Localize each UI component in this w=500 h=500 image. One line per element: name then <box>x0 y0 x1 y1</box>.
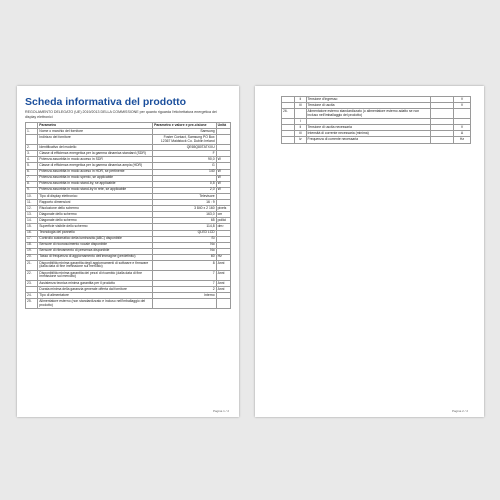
row-number: 9. <box>26 187 38 193</box>
row-number <box>26 135 38 145</box>
row-number: 6. <box>26 169 38 175</box>
row-parameter: Potenza assorbita in modo acceso in SDR <box>38 157 153 163</box>
row-unit: W <box>216 157 230 163</box>
row-parameter: Classe di efficienza energetica per la gamma dinamica ampia (HDR) <box>38 163 153 169</box>
row-value: 90,0 <box>153 157 217 163</box>
row-unit: Anni <box>216 260 230 270</box>
row-value: 0,5 <box>153 181 217 187</box>
row-parameter: Disponibilità minima garantita dei pezzi di ricambio (dalla data di fine immissione sul mercato) <box>38 270 153 280</box>
row-parameter: Potenza assorbita in modo stand-by in rete, se applicabile <box>38 187 153 193</box>
row-unit: V <box>453 103 470 109</box>
row-unit: Anni <box>216 287 230 293</box>
header-unit: Unità <box>216 123 230 129</box>
row-number: 19. <box>26 248 38 254</box>
row-value: 140 <box>153 169 217 175</box>
row-parameter: Tipo di alimentatore <box>38 293 153 299</box>
row-subindex <box>295 109 306 119</box>
table-row <box>26 299 231 309</box>
row-value: 2 <box>153 287 217 293</box>
table-row <box>26 270 231 280</box>
row-unit: A <box>453 131 470 137</box>
row-value: 65 <box>153 218 217 224</box>
row-value <box>431 109 454 119</box>
table-row <box>26 135 231 145</box>
row-parameter: Sensore di rilevamento di presenza disponibile <box>38 248 153 254</box>
row-unit <box>453 109 470 119</box>
row-number: 26. <box>282 109 295 119</box>
header-value: Parametro e valore e pre-cisione <box>153 123 217 129</box>
row-number: 4. <box>26 157 38 163</box>
document-title: Scheda informativa del prodotto <box>25 96 187 108</box>
row-value: 7 <box>153 270 217 280</box>
row-number: 24. <box>26 293 38 299</box>
row-number: 18. <box>26 242 38 248</box>
row-parameter: Frequenza di corrente necessaria <box>306 137 431 143</box>
document-page-2 <box>255 86 484 417</box>
row-parameter: Potenza assorbita in modo acceso in HDR, se pertinente <box>38 169 153 175</box>
row-value: Televisore <box>153 193 217 199</box>
row-number: 22. <box>26 270 38 280</box>
table-row <box>282 137 471 143</box>
row-number <box>282 137 295 143</box>
row-value <box>431 137 454 143</box>
row-parameter: Identificativo del modello <box>38 145 153 151</box>
row-number: 15. <box>26 224 38 230</box>
row-subindex: ii <box>295 125 306 131</box>
row-value: Sì <box>153 236 217 242</box>
row-parameter: Superficie visibile dello schermo <box>38 224 153 230</box>
row-value: F <box>153 151 217 157</box>
row-value: Samsung <box>153 129 217 135</box>
row-parameter: Indirizzo del fornitore <box>38 135 153 145</box>
row-unit: Hz <box>453 137 470 143</box>
row-parameter: Durata minima della garanzia generale offerta dal fornitore <box>38 287 153 293</box>
row-number: 12. <box>26 206 38 212</box>
row-unit: dm² <box>216 224 230 230</box>
row-number: 7. <box>26 175 38 181</box>
row-parameter: Potenza assorbita in modo stand-by, se applicabile <box>38 181 153 187</box>
row-unit: W <box>216 187 230 193</box>
row-unit: W <box>216 175 230 181</box>
row-parameter: Tensione d'ingresso <box>306 97 431 103</box>
row-value: 3 840 x 2 160 <box>153 206 217 212</box>
row-number: 20. <box>26 254 38 260</box>
row-value: 60 <box>153 254 217 260</box>
product-info-table <box>25 122 231 309</box>
row-number: 16. <box>26 230 38 236</box>
row-parameter: Controllo automatico della luminosità (ABC) disponibile <box>38 236 153 242</box>
row-parameter: Potenza assorbita in modo spento, se applicabile <box>38 175 153 181</box>
row-parameter: Tensione di uscita <box>306 103 431 109</box>
row-number: 25. <box>26 299 38 309</box>
row-parameter: Tasso di frequenza di aggiornamento dell'immagine (predefinito) <box>38 254 153 260</box>
row-parameter: Rapporto dimensioni <box>38 200 153 206</box>
row-parameter: Risoluzione dello schermo <box>38 206 153 212</box>
row-value: QE65Q80TATXXU <box>153 145 217 151</box>
page-number: Pagina 2 / 2 <box>451 409 468 413</box>
header-parameter: Parametro <box>38 123 153 129</box>
row-number: 8. <box>26 181 38 187</box>
row-parameter: Assistenza tecnica minima garantita per il prodotto <box>38 280 153 286</box>
row-subindex: ii <box>295 97 306 103</box>
regulation-intro: REGOLAMENTO DELEGATO (UE) 2019/2013 DELLA COMMISSIONE per quanto riguarda l'etichettatura energetica dei display elettronici <box>25 110 217 119</box>
row-parameter: Disponibilità minima garantita degli aggiornamenti di software e firmware (dalla data di fine immissione sul mercato) <box>38 260 153 270</box>
row-value: 8 <box>153 260 217 270</box>
row-parameter: Classe di efficienza energetica per la gamma dinamica standard (SDR) <box>38 151 153 157</box>
row-parameter: Sensore di riconoscimento vocale disponibile <box>38 242 153 248</box>
row-parameter: Tecnologia del pannello <box>38 230 153 236</box>
row-number: 13. <box>26 212 38 218</box>
row-number: 1. <box>26 129 38 135</box>
row-unit <box>216 135 230 145</box>
row-parameter: Alimentatore esterno (non standardizzato e incluso nell'imballaggio del prodotto) <box>38 299 153 309</box>
row-value: G <box>153 163 217 169</box>
row-number: 14. <box>26 218 38 224</box>
row-unit: pollici <box>216 218 230 224</box>
row-value: No <box>153 242 217 248</box>
row-number: 3. <box>26 151 38 157</box>
row-number: 10. <box>26 193 38 199</box>
row-subindex: iii <box>295 103 306 109</box>
row-parameter: Nome o marchio del fornitore <box>38 129 153 135</box>
row-number: 23. <box>26 280 38 286</box>
row-parameter: Tipo di display elettronico <box>38 193 153 199</box>
row-value: 16 : 9 <box>153 200 217 206</box>
row-value: 114,8 <box>153 224 217 230</box>
table-row <box>282 109 471 119</box>
row-number: 17. <box>26 236 38 242</box>
row-number: 5. <box>26 163 38 169</box>
row-unit: cm <box>216 212 230 218</box>
row-parameter: Tensione di uscita necessaria <box>306 125 431 131</box>
row-parameter: Alimentatore esterno standardizzato (o alimentatore esterno adatto se non incluso nell'imballaggio del prodotto) <box>306 109 431 119</box>
product-info-table-continued <box>281 96 471 144</box>
row-value: No <box>153 248 217 254</box>
row-unit: W <box>216 169 230 175</box>
row-value: 7 <box>153 280 217 286</box>
row-unit: V <box>453 97 470 103</box>
row-unit: pixels <box>216 206 230 212</box>
row-subindex: iv <box>295 137 306 143</box>
row-value: Foster Contact, Samsung PO Box 12367 Maidstock Co. Dublin Ireland <box>153 135 217 145</box>
table-row <box>26 260 231 270</box>
row-unit: Hz <box>216 254 230 260</box>
row-unit: W <box>216 181 230 187</box>
row-parameter: Diagonale dello schermo <box>38 218 153 224</box>
row-unit <box>216 299 230 309</box>
row-subindex: i <box>295 119 306 125</box>
row-value: QLED LCD <box>153 230 217 236</box>
row-subindex: iii <box>295 131 306 137</box>
row-number: 21. <box>26 260 38 270</box>
row-value <box>153 299 217 309</box>
row-value: 163,0 <box>153 212 217 218</box>
document-page-1 <box>17 86 239 417</box>
row-value: Interno <box>153 293 217 299</box>
row-unit: Anni <box>216 270 230 280</box>
row-parameter: Diagonale dello schermo <box>38 212 153 218</box>
row-unit: V <box>453 125 470 131</box>
row-number: 2. <box>26 145 38 151</box>
row-value: 2,0 <box>153 187 217 193</box>
row-unit: Anni <box>216 280 230 286</box>
row-number: 11. <box>26 200 38 206</box>
page-number: Pagina 1 / 2 <box>212 409 229 413</box>
row-parameter: Intensità di corrente necessaria (minima) <box>306 131 431 137</box>
